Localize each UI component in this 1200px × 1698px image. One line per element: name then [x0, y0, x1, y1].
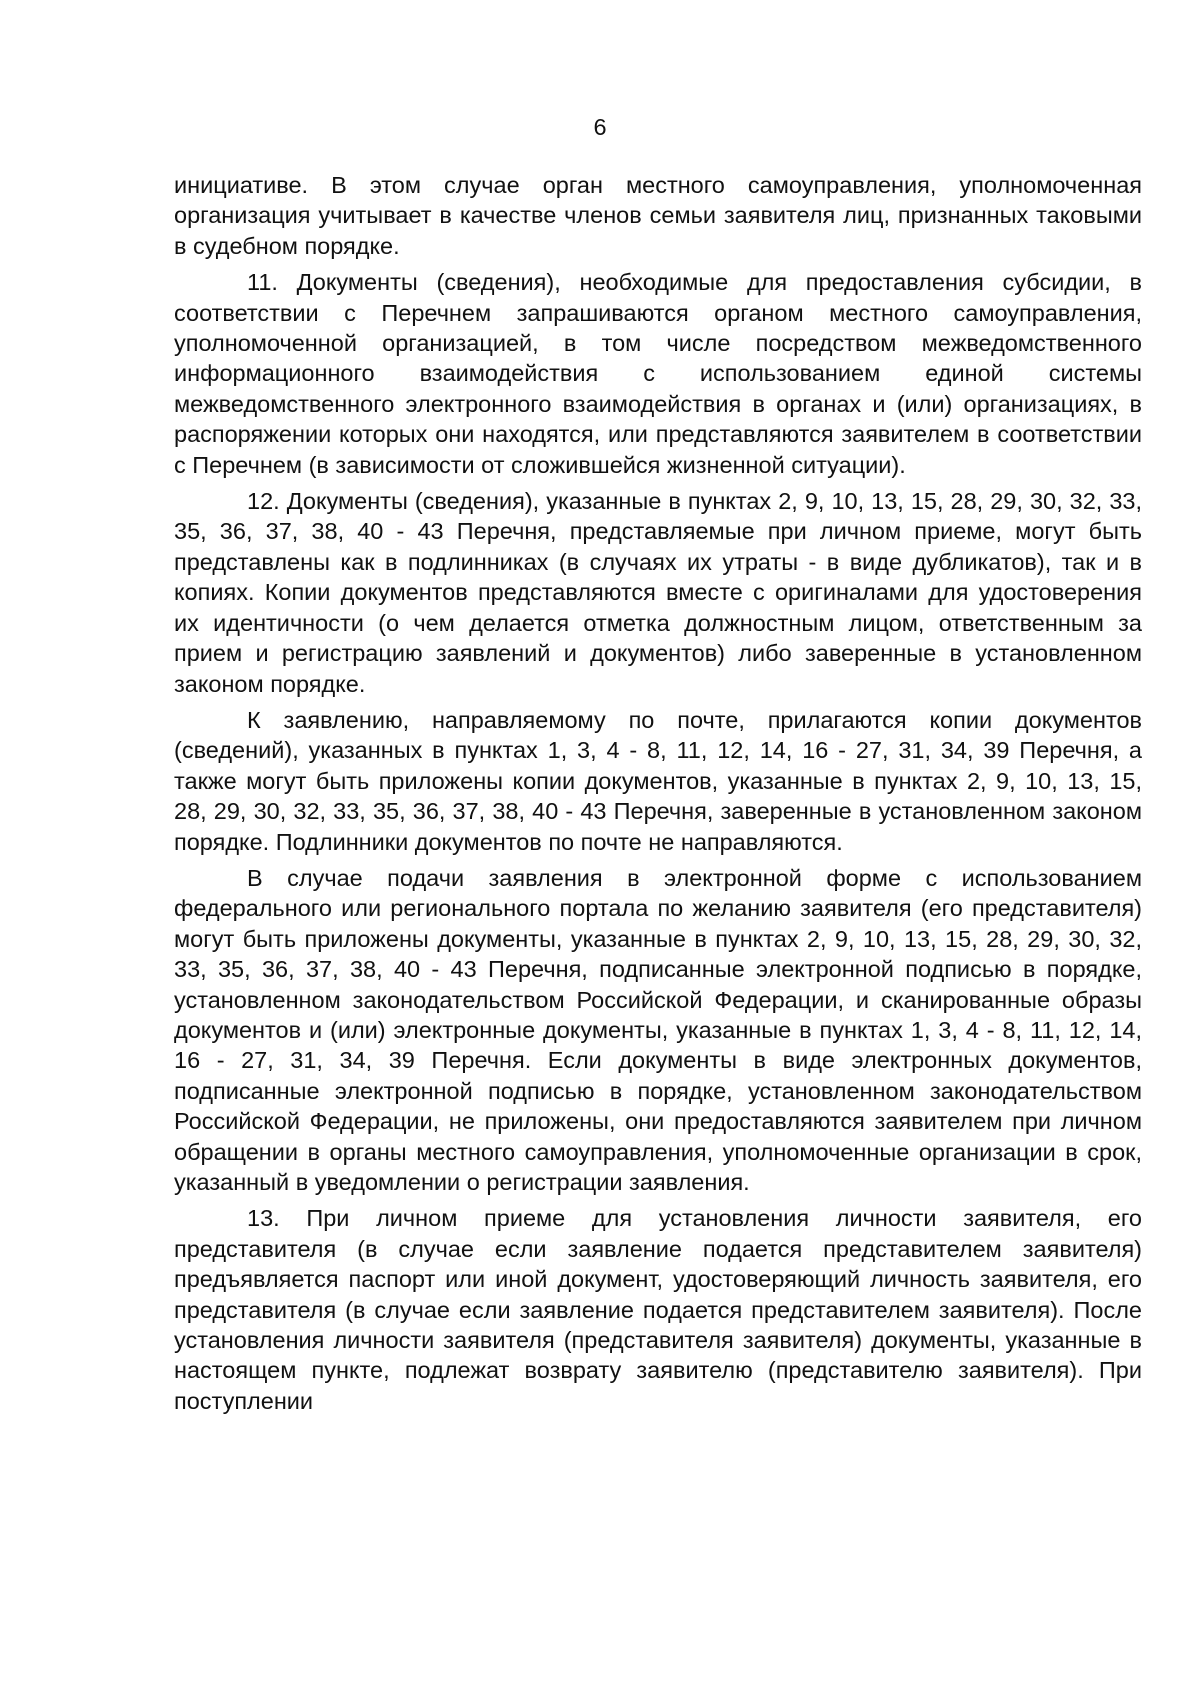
document-body [174, 170, 1142, 1422]
page-number: 6 [593, 114, 607, 140]
paragraph-electronic-submission: В случае подачи заявления в электронной форме с использованием федерального или регионального портала по желанию заявителя (его представителя) могут быть приложены документы, указанные в пунктах 2, 9, 10, 13, 15, 28, 29, 30, 32, 33, 35, 36, 37, 38, 40 - 43 Перечня, подписанные электронной подписью в порядке, установленном законодательством Российской Федерации, и сканированные образы документов и (или) электронные документы, указанные в пунктах 1, 3, 4 - 8, 11, 12, 14, 16 - 27, 31, 34, 39 Перечня. Если документы в виде электронных документов, подписанные электронной подписью в порядке, установленном законодательством Российской Федерации, не приложены, они предоставляются заявителем при личном обращении в органы местного самоуправления, уполномоченные организации в срок, указанный в уведомлении о регистрации заявления. [174, 864, 1142, 1195]
paragraph-item-13: 13. При личном приеме для установления личности заявителя, его представителя (в случае если заявление подается представителем заявителя) предъявляется паспорт или иной документ, удостоверяющий личность заявителя, его представителя (в случае если заявление подается представителем заявителя). После установления личности заявителя (представителя заявителя) документы, указанные в настоящем пункте, подлежат возврату заявителю (представителю заявителя). При поступлении [174, 1205, 1142, 1414]
paragraph-item-12: 12. Документы (сведения), указанные в пунктах 2, 9, 10, 13, 15, 28, 29, 30, 32, 33, 35, 36, 37, 38, 40 - 43 Перечня, представляемые при личном приеме, могут быть представлены как в подлинниках (в случаях их утраты - в виде дубликатов), так и в копиях. Копии документов представляются вместе с оригиналами для удостоверения их идентичности (о чем делается отметка должностным лицом, ответственным за прием и регистрацию заявлений и документов) либо заверенные в установленном законом порядке. [174, 488, 1142, 697]
paragraph-item-11: 11. Документы (сведения), необходимые для предоставления субсидии, в соответствии с Перечнем запрашиваются органом местного самоуправления, уполномоченной организацией, в том числе посредством межведомственного информационного взаимодействия с использованием единой системы межведомственного электронного взаимодействия в органах и (или) организациях, в распоряжении которых они находятся, или представляются заявителем в соответствии с Перечнем (в зависимости от сложившейся жизненной ситуации). [174, 269, 1142, 478]
paragraph-continuation: инициативе. В этом случае орган местного самоуправления, уполномоченная организация учитывает в качестве членов семьи заявителя лиц, признанных таковыми в судебном порядке. [174, 172, 1142, 259]
paragraph-mail-submission: К заявлению, направляемому по почте, прилагаются копии документов (сведений), указанных в пунктах 1, 3, 4 - 8, 11, 12, 14, 16 - 27, 31, 34, 39 Перечня, а также могут быть приложены копии документов, указанные в пунктах 2, 9, 10, 13, 15, 28, 29, 30, 32, 33, 35, 36, 37, 38, 40 - 43 Перечня, заверенные в установленном законом порядке. Подлинники документов по почте не направляются. [174, 706, 1142, 855]
